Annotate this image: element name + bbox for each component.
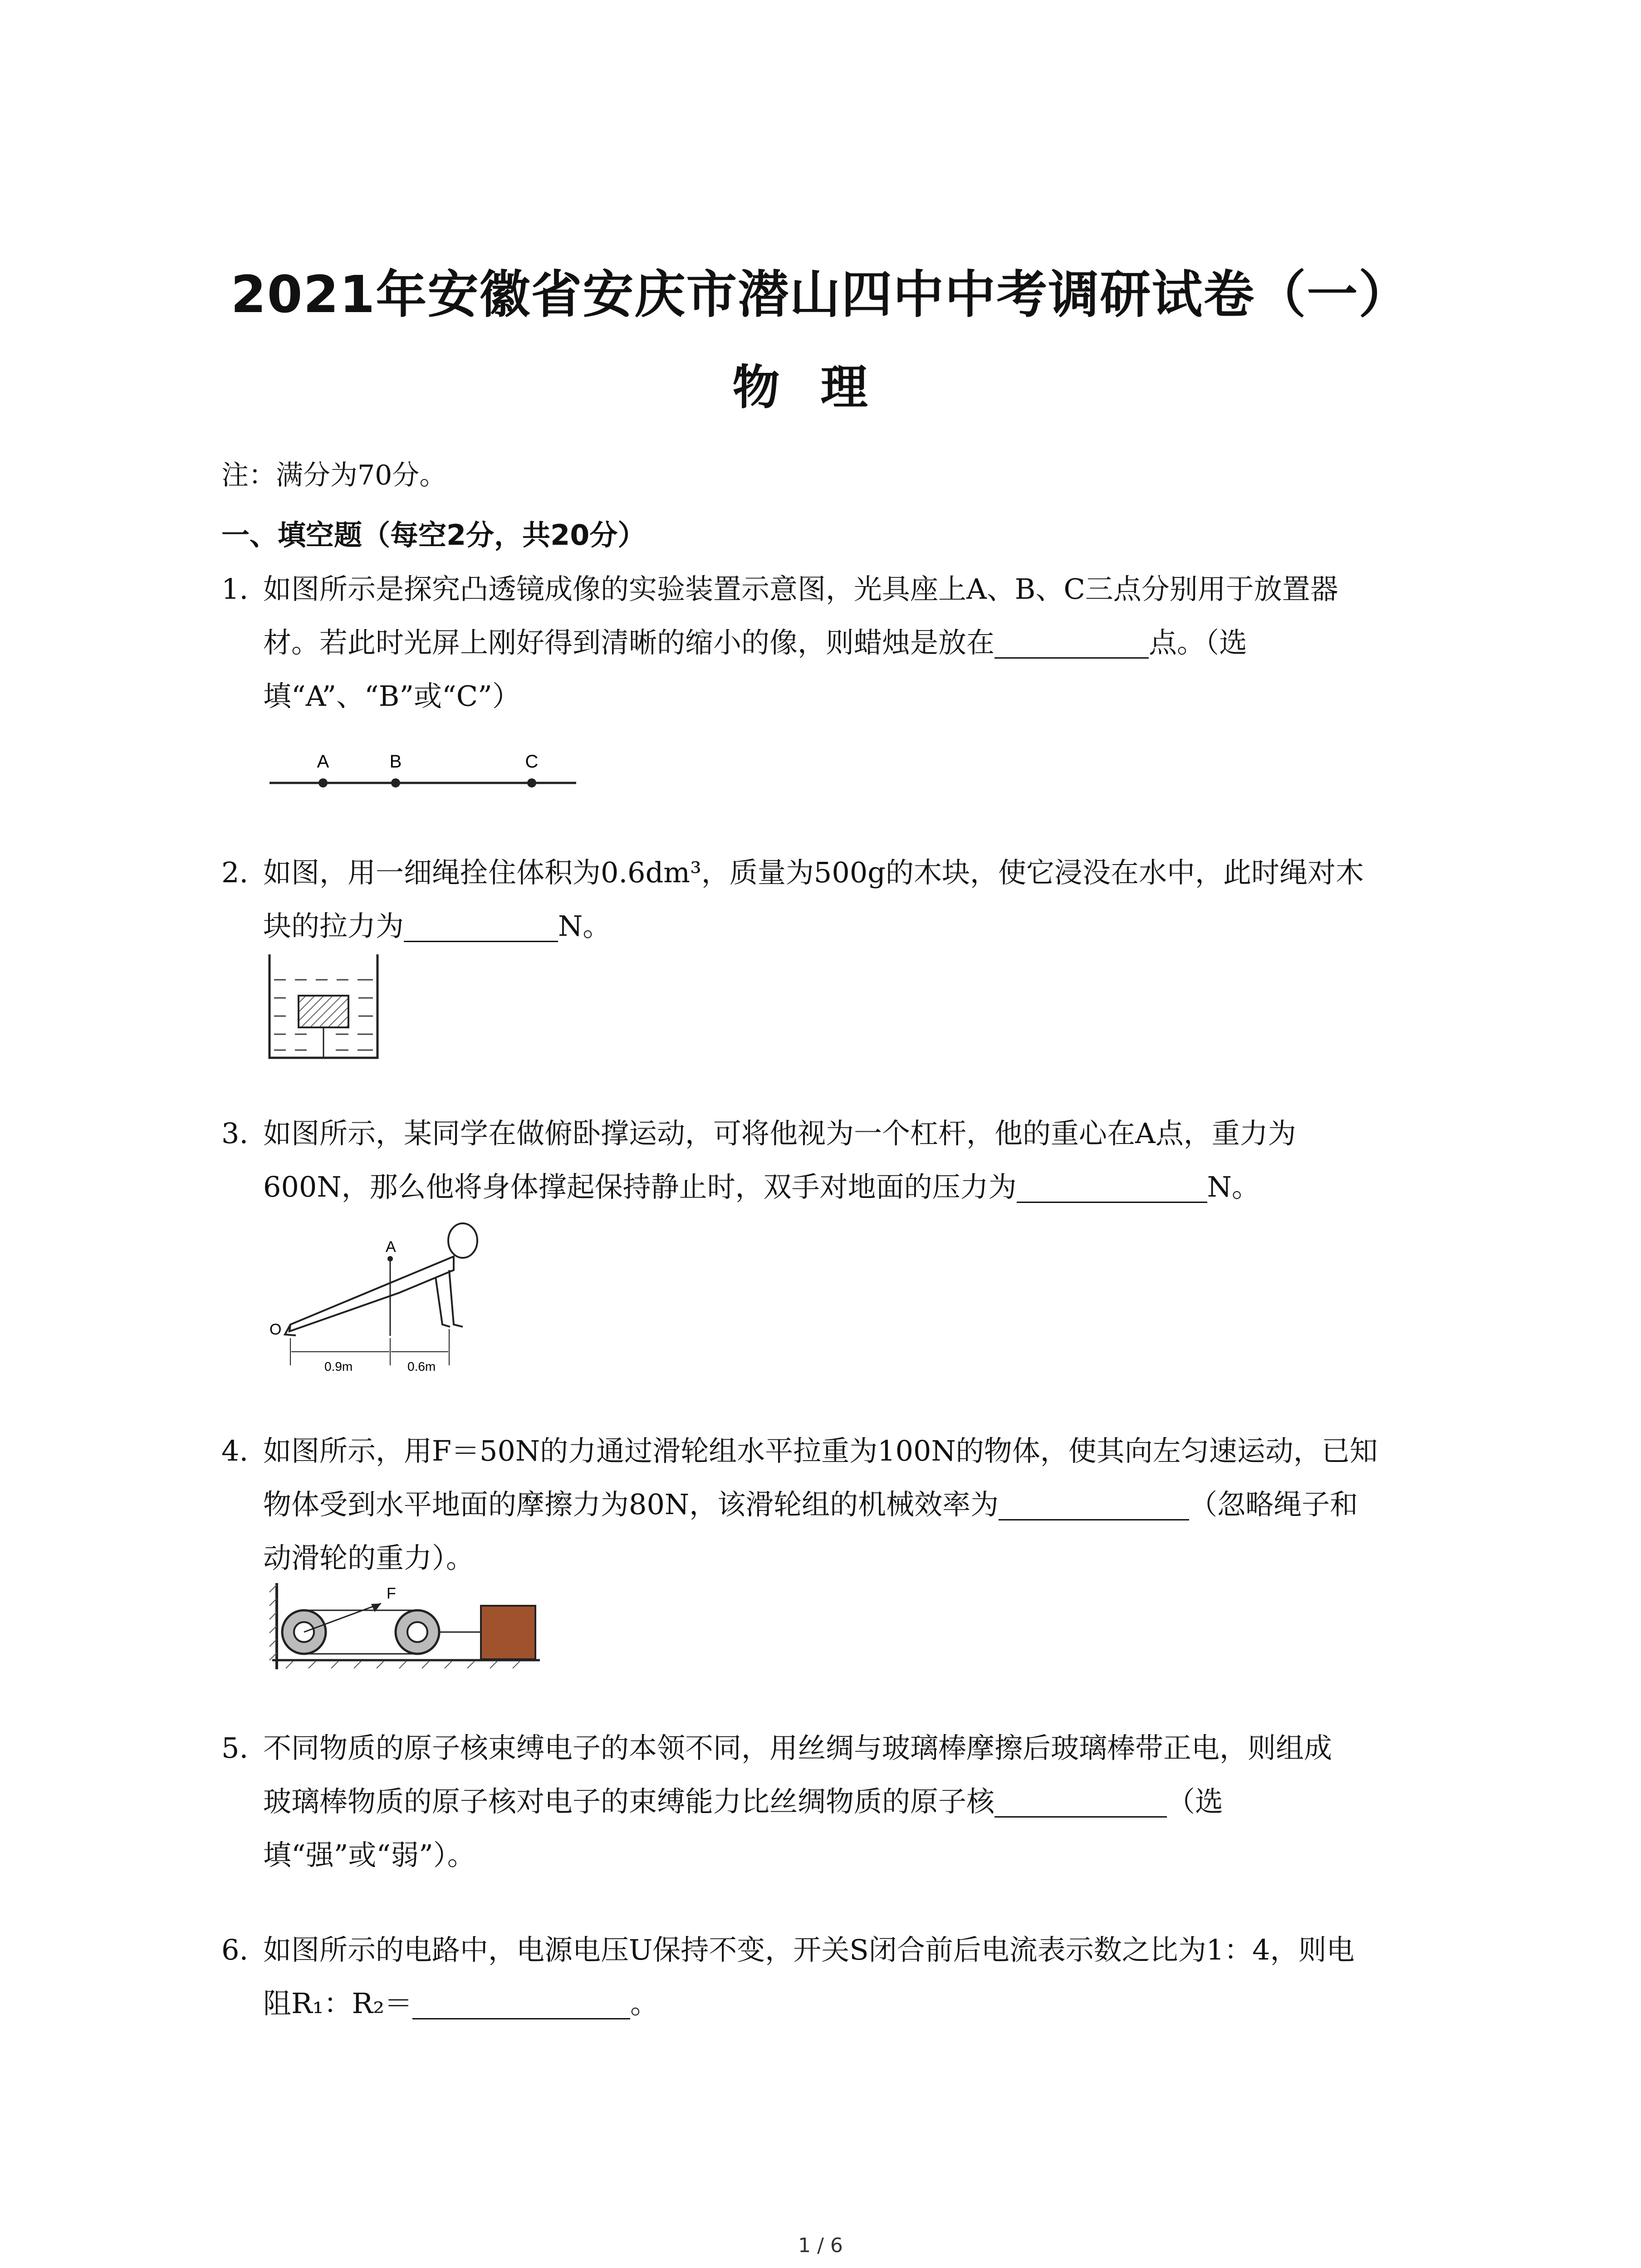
answer-blank[interactable] [999, 1486, 1189, 1520]
question-text-line2 [263, 1160, 1455, 1214]
answer-blank[interactable] [412, 1985, 630, 2019]
question-text-line3: 填“A”、“B”或“C”） [263, 679, 520, 713]
person-outline [285, 1223, 477, 1335]
question-text-part: 物体受到水平地面的摩擦力为80N，该滑轮组的机械效率为 [263, 1488, 999, 1521]
optical-bench-figure [268, 748, 585, 798]
question-text-part: 阻R₁：R₂＝ [263, 1987, 413, 2020]
question-3 [221, 1107, 1455, 1214]
body [289, 1256, 454, 1331]
question-text-line2 [263, 1478, 1455, 1531]
question-text: 如图所示的电路中，电源电压U保持不变，开关S闭合前后电流表示数之比为1：4，则电 [263, 1933, 1355, 1966]
question-4 [221, 1424, 1455, 1585]
question-text-part: N。 [558, 909, 611, 943]
question-text-part: 点。（选 [1149, 626, 1248, 659]
label-c: C [525, 752, 539, 772]
question-number: 4. [221, 1434, 249, 1467]
question-text: 如图所示是探究凸透镜成像的实验装置示意图，光具座上A、B、C三点分别用于放置器 [263, 572, 1338, 606]
point-b-dot [391, 778, 400, 787]
section-heading: 一、填空题（每空2分，共20分） [221, 518, 646, 552]
question-text-part: 块的拉力为 [263, 909, 404, 943]
question-text-line3: 填“强”或“弱”）。 [263, 1838, 475, 1872]
pulley-figure [268, 1579, 549, 1678]
question-2 [221, 846, 1455, 953]
center-of-gravity [387, 1256, 393, 1261]
exam-title: 2021年安徽省安庆市潜山四中中考调研试卷（一） [230, 265, 1411, 324]
answer-blank[interactable] [994, 625, 1149, 659]
question-text-part: 材。若此时光屏上刚好得到清晰的缩小的像，则蜡烛是放在 [263, 626, 995, 659]
answer-blank[interactable] [994, 1784, 1167, 1818]
point-a-dot [318, 778, 328, 787]
question-number: 6. [221, 1933, 249, 1966]
question-text-part: 600N，那么他将身体撑起保持静止时，双手对地面的压力为 [263, 1170, 1017, 1203]
question-number: 3. [221, 1117, 249, 1150]
water-container-figure [268, 953, 381, 1061]
label-a: A [386, 1238, 396, 1256]
question-text-part: 。 [630, 1987, 659, 2020]
page-number: 1 / 6 [798, 2234, 843, 2257]
question-number: 1. [221, 572, 249, 606]
arm [449, 1270, 463, 1327]
question-text-part: N。 [1207, 1170, 1260, 1203]
question-6 [221, 1923, 1455, 2030]
question-text-part: 玻璃棒物质的原子核对电子的束缚能力比丝绸物质的原子核 [263, 1785, 995, 1818]
question-1 [221, 562, 1455, 723]
question-number: 2. [221, 856, 249, 889]
question-number: 5. [221, 1731, 249, 1765]
arm-back [436, 1277, 450, 1327]
label-o: O [269, 1321, 282, 1338]
question-text: 如图所示，用F＝50N的力通过滑轮组水平拉重为100N的物体，使其向左匀速运动，已知 [263, 1434, 1378, 1467]
label-f: F [387, 1585, 396, 1602]
answer-blank[interactable] [1017, 1169, 1207, 1203]
answer-blank[interactable] [404, 908, 558, 942]
wood-block [299, 996, 348, 1027]
question-text-line2 [263, 899, 1455, 953]
head [448, 1223, 477, 1258]
question-text-line3: 动滑轮的重力）。 [263, 1541, 475, 1574]
score-note: 注：满分为70分。 [221, 459, 447, 491]
question-text-part: （选 [1167, 1785, 1224, 1818]
question-text: 如图，用一细绳拴住体积为0.6dm³，质量为500g的木块，使它浸没在水中，此时绳对木 [263, 856, 1364, 889]
dim-label-0.9: 0.9m [324, 1359, 353, 1374]
question-5 [221, 1721, 1455, 1882]
dim-label-0.6: 0.6m [407, 1359, 436, 1374]
point-c-dot [527, 778, 536, 787]
floor-hatch [286, 1661, 520, 1668]
question-text: 如图所示，某同学在做俯卧撑运动，可将他视为一个杠杆，他的重心在A点，重力为 [263, 1117, 1296, 1150]
question-text: 不同物质的原子核束缚电子的本领不同，用丝绸与玻璃棒摩擦后玻璃棒带正电，则组成 [263, 1731, 1332, 1765]
label-a: A [317, 752, 329, 772]
question-text-line2 [263, 1775, 1455, 1828]
pushup-figure [263, 1216, 499, 1379]
question-text-line2 [263, 1977, 1455, 2030]
question-text-line2 [263, 616, 1455, 670]
question-text-part: （忽略绳子和 [1189, 1488, 1358, 1521]
wood-box [481, 1606, 535, 1659]
subject-title: 物理 [732, 360, 909, 415]
label-b: B [389, 752, 402, 772]
